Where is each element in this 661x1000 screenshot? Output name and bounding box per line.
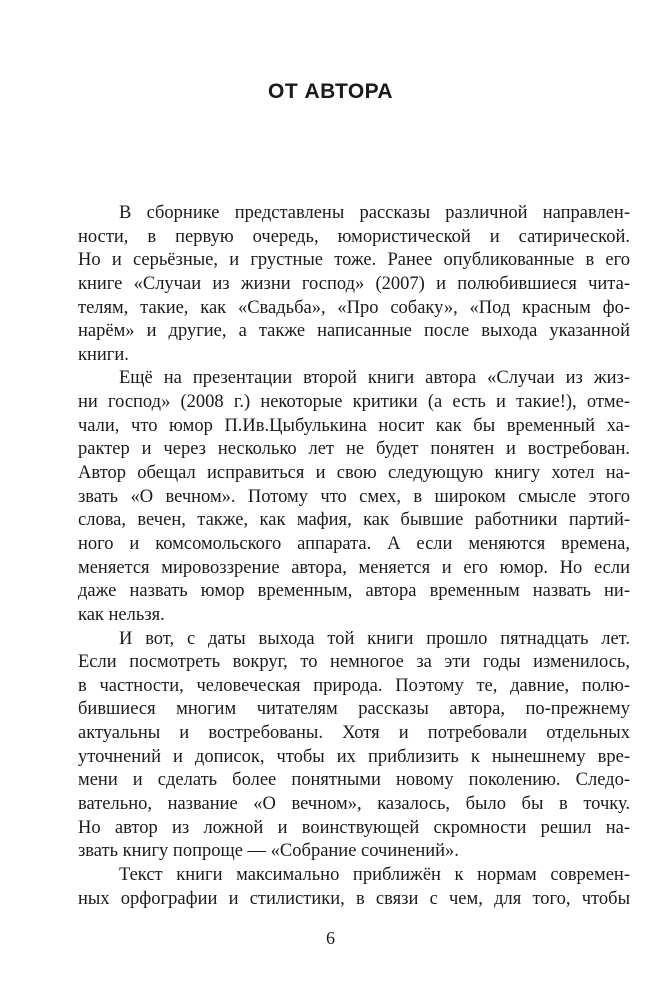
text-line: нарём» и другие, а также написанные после выхода указанной [78, 321, 630, 342]
text-line: телям, такие, как «Свадьба», «Про собаку», «Под красным фо- [78, 297, 630, 318]
text-line: ных орфографии и стилистики, в связи с чем, для того, чтобы [78, 888, 630, 909]
text-line: слова, вечен, также, как мафия, как бывшие работники партий- [78, 510, 630, 531]
text-line: актуальны и востребованы. Хотя и потребовали отдельных [78, 723, 630, 744]
text-line: Если посмотреть вокруг, то немногое за эти годы изменилось, [78, 652, 630, 673]
text-line: Текст книги максимально приближён к нормам современ- [119, 864, 630, 885]
text-line: чали, что юмор П.Ив.Цыбулькина носит как бы временный ха- [78, 415, 630, 436]
text-line: как нельзя. [78, 604, 165, 625]
text-line: Автор обещал исправиться и свою следующую книгу хотел на- [78, 463, 630, 484]
text-line: в частности, человеческая природа. Поэтому те, давние, полю- [78, 675, 630, 696]
text-line: ности, в первую очередь, юмористической и сатирической. [78, 226, 630, 247]
page-title: ОТ АВТОРА [268, 80, 393, 103]
text-line: Но и серьёзные, и грустные тоже. Ранее опубликованные в его [78, 250, 630, 271]
text-line: уточнений и дописок, чтобы их приблизить к нынешнему вре- [78, 746, 630, 767]
text-line: даже назвать юмор временным, автора временным назвать ни- [78, 581, 630, 602]
text-line: книге «Случаи из жизни господ» (2007) и полюбившиеся чита- [78, 273, 630, 294]
text-line: В сборнике представлены рассказы различной направлен- [119, 203, 630, 223]
text-line: звать книгу попроще — «Собрание сочинений». [78, 841, 459, 862]
text-line: Но автор из ложной и воинствующей скромности решил на- [78, 817, 630, 838]
text-line: ного и комсомольского аппарата. А если меняются времена, [78, 533, 630, 554]
text-line: мени и сделать более понятными новому поколению. Следо- [78, 770, 630, 791]
body-text [78, 202, 630, 911]
page-number: 6 [326, 928, 335, 948]
text-line: книги. [78, 344, 129, 365]
text-line: ни господ» (2008 г.) некоторые критики (а есть и такие!), отме- [78, 392, 630, 413]
text-line: Ещё на презентации второй книги автора «Случаи из жиз- [119, 368, 630, 389]
text-line: вательно, название «О вечном», казалось, было бы в точку. [78, 794, 630, 815]
text-line: И вот, с даты выхода той книги прошло пятнадцать лет. [119, 628, 630, 649]
text-line: рактер и через несколько лет не будет понятен и востребован. [78, 439, 630, 460]
text-line: меняется мировоззрение автора, меняется и его юмор. Но если [78, 557, 630, 578]
text-line: звать «О вечном». Потому что смех, в широком смысле этого [78, 486, 630, 507]
text-line: бившиеся многим читателям рассказы автора, по-прежнему [78, 699, 630, 720]
